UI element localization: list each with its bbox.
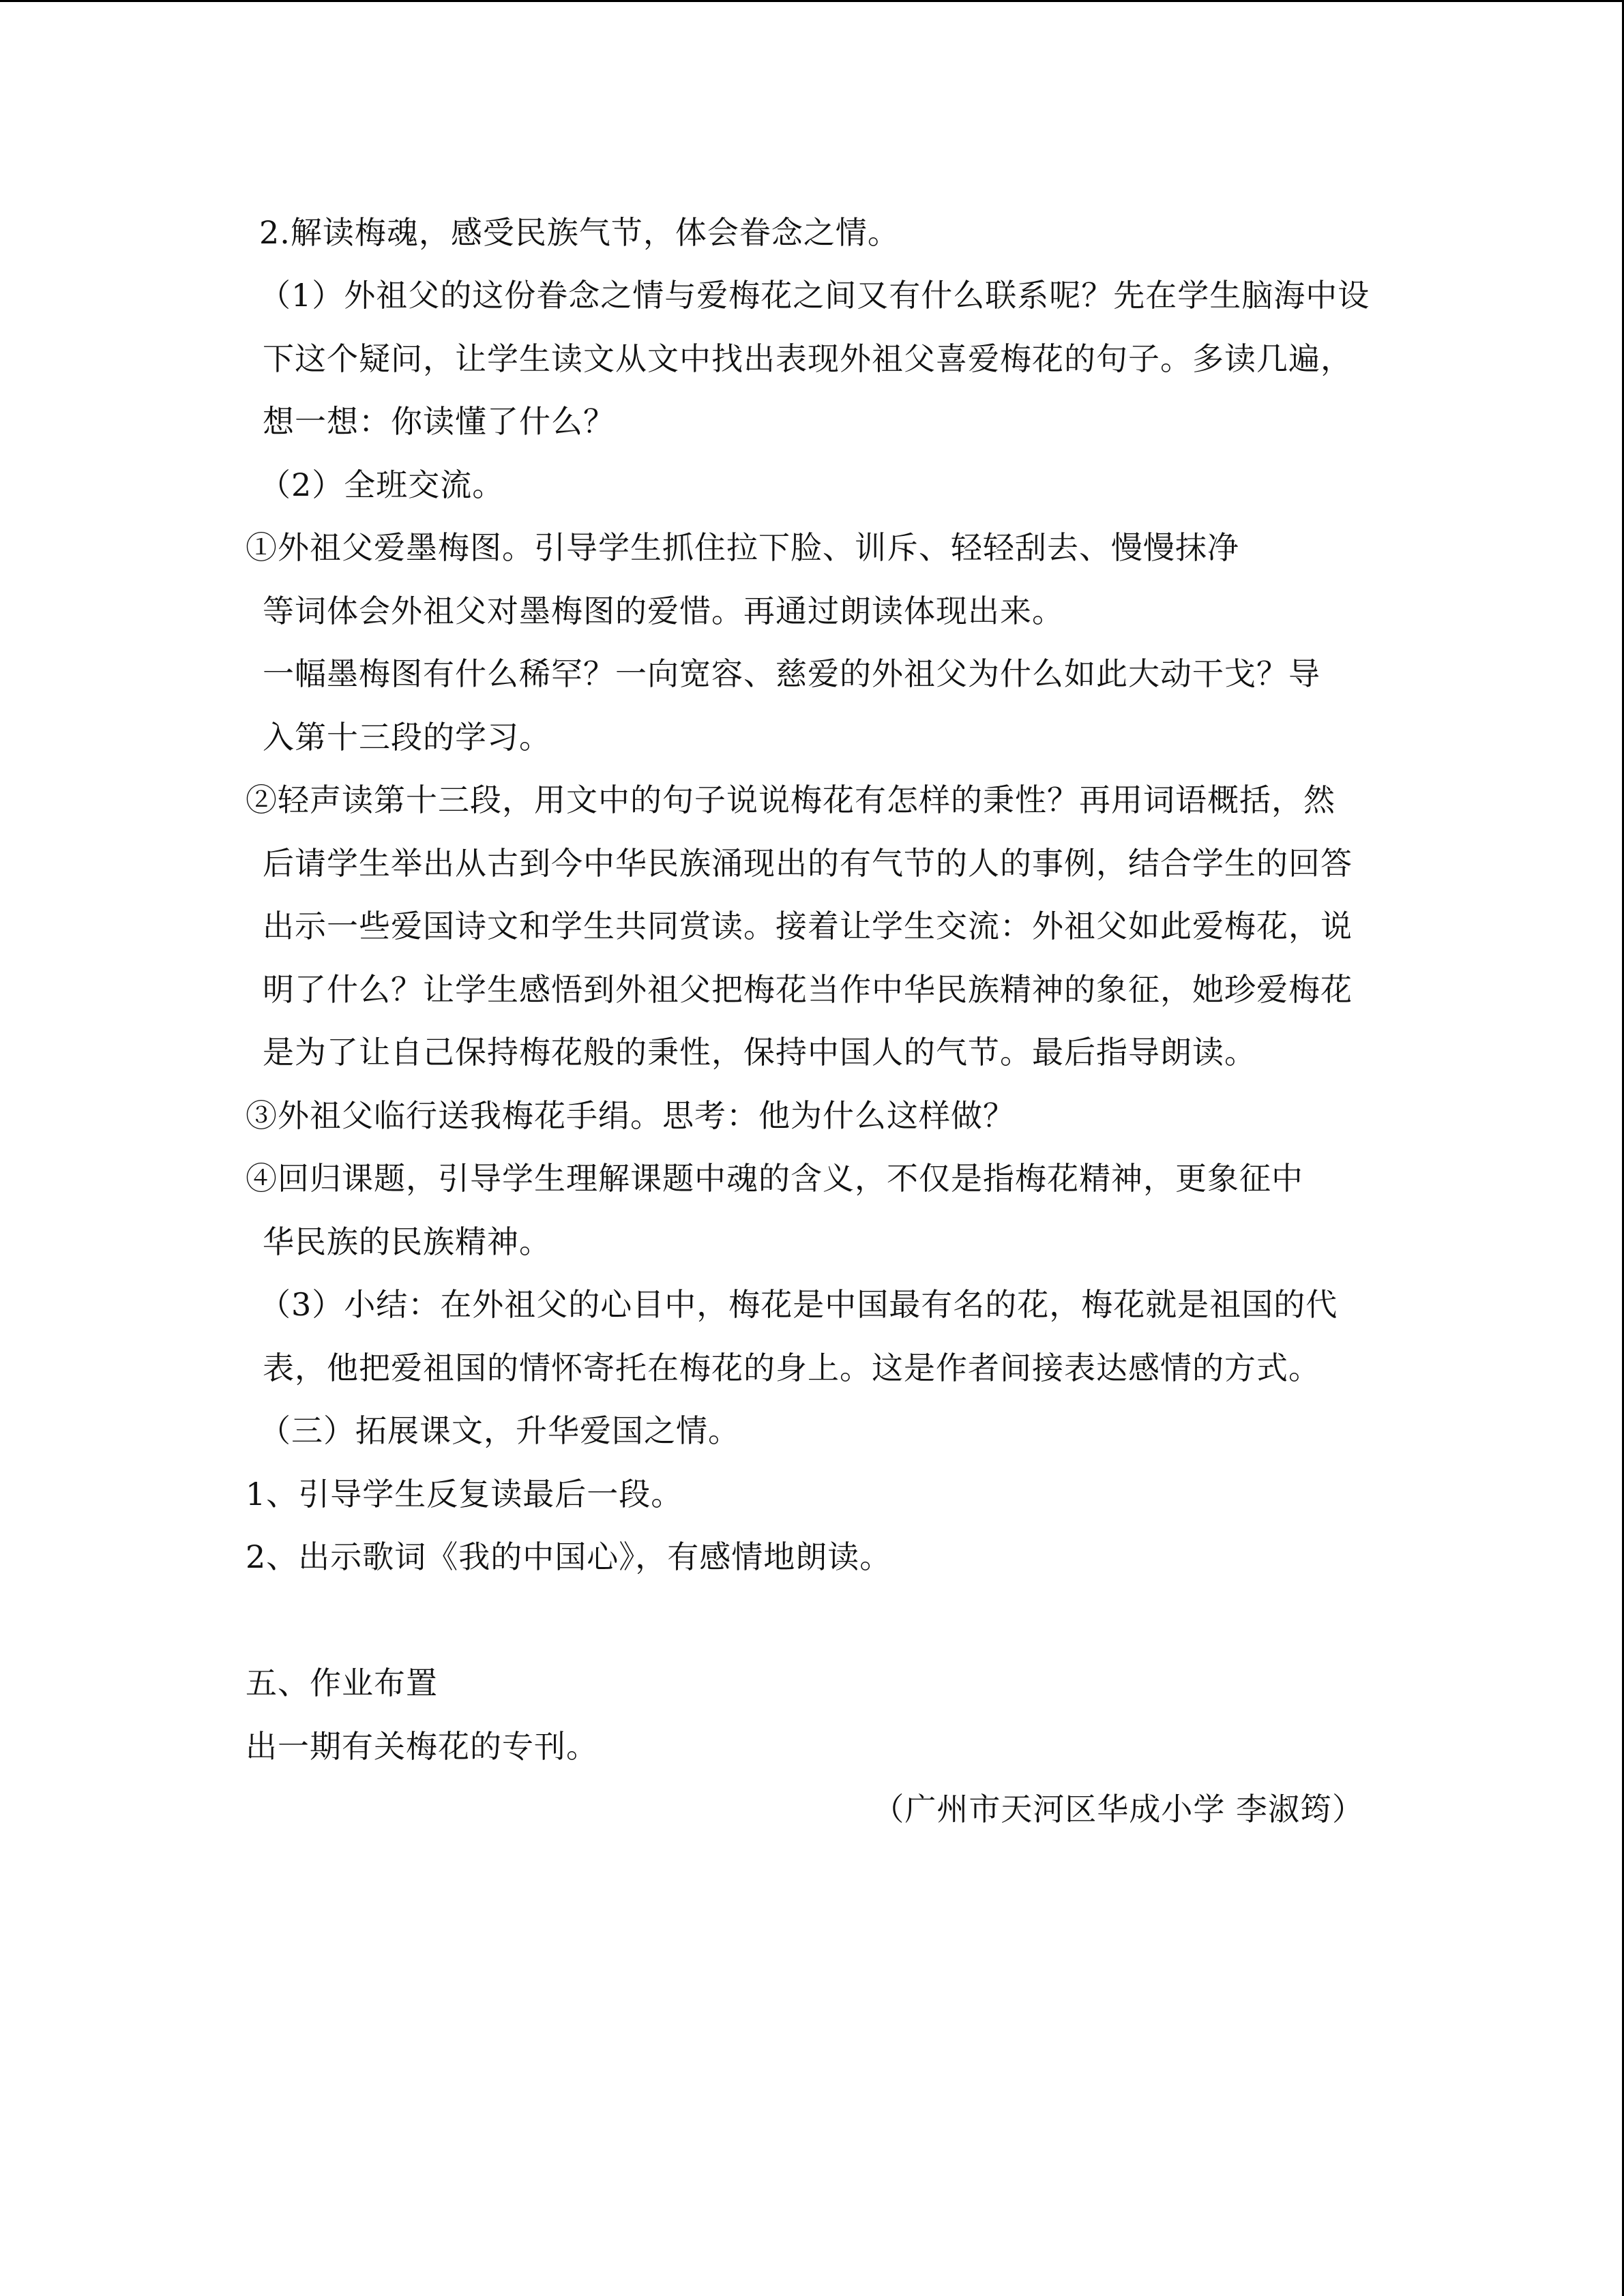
paragraph-line: 一幅墨梅图有什么稀罕？一向宽容、慈爱的外祖父为什么如此大动干戈？导	[263, 655, 1320, 692]
section-heading-5: 五、作业布置	[246, 1665, 438, 1701]
paragraph-line: 明了什么？让学生感悟到外祖父把梅花当作中华民族精神的象征，她珍爱梅花	[263, 971, 1353, 1008]
paragraph-line: 是为了让自己保持梅花般的秉性，保持中国人的气节。最后指导朗读。	[263, 1034, 1256, 1071]
author-signature: （广州市天河区华成小学 李淑筠）	[872, 1791, 1364, 1828]
list-item: 1、引导学生反复读最后一段。	[246, 1476, 683, 1512]
paragraph-line: ②轻声读第十三段，用文中的句子说说梅花有怎样的秉性？再用词语概括，然	[246, 781, 1335, 818]
paragraph-line: 下这个疑问，让学生读文从文中找出表现外祖父喜爱梅花的句子。多读几遍，	[263, 340, 1353, 377]
paragraph-line: 出示一些爱国诗文和学生共同赏读。接着让学生交流：外祖父如此爱梅花，说	[263, 908, 1353, 944]
section-heading-3: （三）拓展课文，升华爱国之情。	[259, 1412, 740, 1449]
paragraph-line: 华民族的民族精神。	[263, 1223, 551, 1260]
paragraph-line: （1）外祖父的这份眷念之情与爱梅花之间又有什么联系呢？先在学生脑海中设	[259, 277, 1370, 314]
paragraph-line: 等词体会外祖父对墨梅图的爱惜。再通过朗读体现出来。	[263, 593, 1064, 629]
paragraph-line: ③外祖父临行送我梅花手绢。思考：他为什么这样做？	[246, 1097, 1015, 1134]
paragraph-line: 想一想：你读懂了什么？	[263, 403, 615, 440]
paragraph-line: 后请学生举出从古到今中华民族涌现出的有气节的人的事例，结合学生的回答	[263, 845, 1353, 882]
paragraph-line: （2）全班交流。	[259, 466, 505, 503]
paragraph-line: ④回归课题，引导学生理解课题中魂的含义，不仅是指梅花精神，更象征中	[246, 1160, 1303, 1197]
paragraph-line: 出一期有关梅花的专刊。	[246, 1728, 598, 1765]
paragraph-line: 表，他把爱祖国的情怀寄托在梅花的身上。这是作者间接表达感情的方式。	[263, 1350, 1320, 1386]
paragraph-line: （3）小结：在外祖父的心目中，梅花是中国最有名的花，梅花就是祖国的代	[259, 1286, 1338, 1323]
paragraph-line: ①外祖父爱墨梅图。引导学生抓住拉下脸、训斥、轻轻刮去、慢慢抹净	[246, 529, 1239, 566]
paragraph-line: 入第十三段的学习。	[263, 719, 551, 756]
list-item: 2、出示歌词《我的中国心》，有感情地朗读。	[246, 1538, 892, 1575]
section-heading-2: 2.解读梅魂，感受民族气节，体会眷念之情。	[259, 214, 900, 251]
